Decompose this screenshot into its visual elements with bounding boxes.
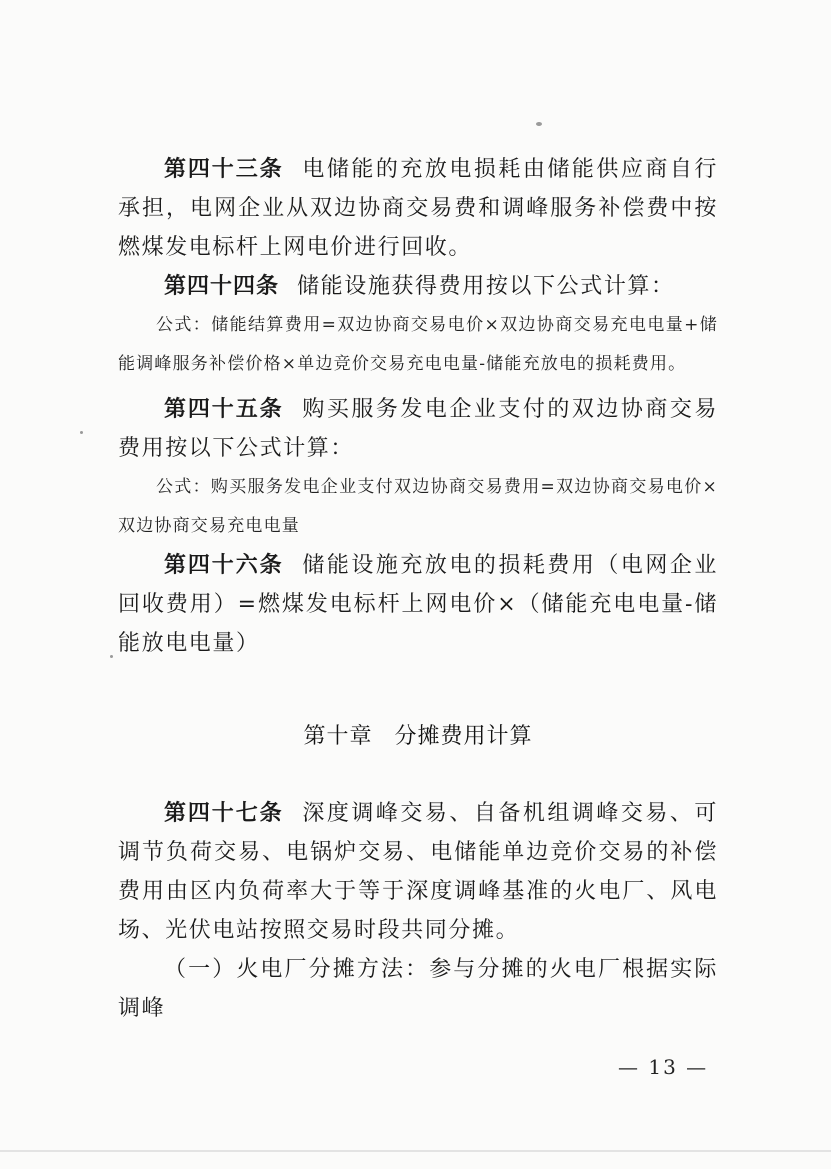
scan-speck [110, 655, 113, 658]
article-text: 深度调峰交易、自备机组调峰交易、可调节负荷交易、电锅炉交易、电储能单边竞价交易的补偿费用由区内负荷率大于等于深度调峰基准的火电厂、风电场、光伏电站按照交易时段共同分摊。 [118, 801, 718, 943]
article-label: 第四十三条 [164, 156, 284, 182]
article-text: 储能设施获得费用按以下公式计算： [297, 274, 675, 299]
article-label: 第四十五条 [164, 396, 284, 422]
article-text: 购买服务发电企业支付的双边协商交易费用按以下公式计算： [118, 397, 718, 461]
scan-speck [536, 122, 542, 126]
article-text: 电储能的充放电损耗由储能供应商自行承担，电网企业从双边协商交易费和调峰服务补偿费中按燃煤发电标杆上网电价进行回收。 [118, 157, 718, 260]
chapter-heading [118, 719, 718, 750]
article-45 [118, 390, 718, 468]
scan-edge [0, 1150, 831, 1152]
article-label: 第四十四条 [164, 273, 280, 299]
article-text: 储能设施充放电的损耗费用（电网企业回收费用）=燃煤发电标杆上网电价×（储能充电电量-储能放电电量） [118, 553, 718, 656]
article-44 [118, 267, 718, 306]
article-47 [118, 794, 718, 950]
article-label: 第四十六条 [164, 552, 284, 578]
page-body [118, 150, 718, 1028]
article-44-formula: 公式：储能结算费用=双边协商交易电价×双边协商交易充电电量+储能调峰服务补偿价格×单边竞价交易充电电量-储能充放电的损耗费用。 [118, 315, 718, 374]
article-45-formula: 公式：购买服务发电企业支付双边协商交易费用=双边协商交易电价×双边协商交易充电电量 [118, 477, 718, 536]
article-label: 第四十七条 [164, 800, 284, 826]
article-46 [118, 546, 718, 663]
chapter-title: 分摊费用计算 [394, 724, 533, 749]
article-43 [118, 150, 718, 267]
scan-speck [80, 431, 83, 434]
page-number: — 13 — [618, 1055, 709, 1079]
chapter-number: 第十章 [303, 724, 373, 749]
item-1: （一）火电厂分摊方法：参与分摊的火电厂根据实际调峰 [118, 957, 718, 1021]
